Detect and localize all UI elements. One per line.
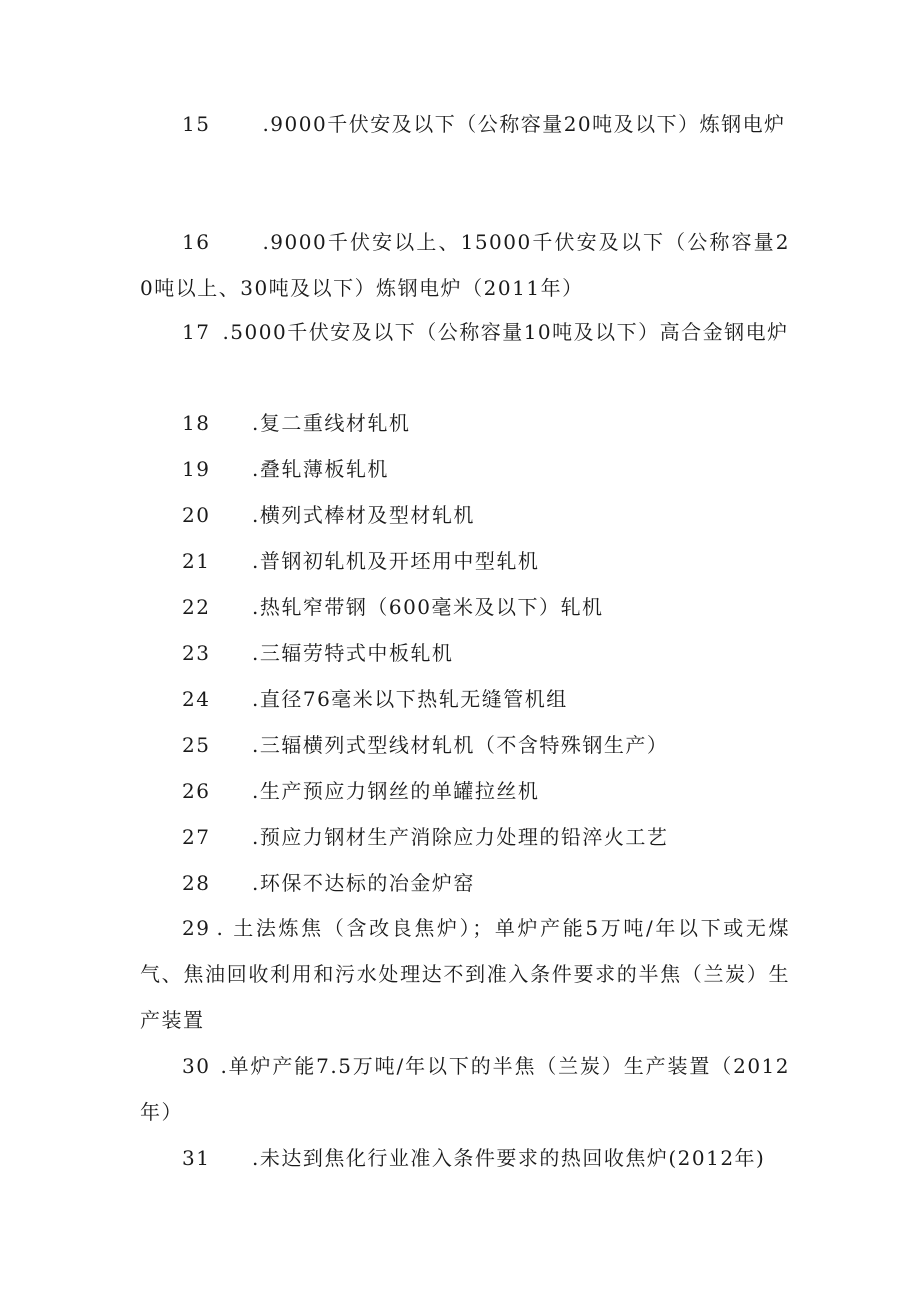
list-item-22	[140, 584, 785, 630]
item-number: 17	[182, 320, 211, 344]
item-text: . 土法炼焦（含改良焦炉）；单炉产能5万吨/年以下或无煤气、焦油回收利用和污水处理达不到准入条件要求的半焦（兰炭）生产装置	[140, 916, 790, 1032]
list-item-31	[140, 1135, 785, 1181]
list-item-19	[140, 446, 785, 492]
item-number: 24	[182, 687, 211, 711]
list-item-27	[140, 814, 785, 860]
item-number: 29	[182, 916, 211, 940]
item-number: 22	[182, 595, 211, 619]
item-text: .9000千伏安以上、15000千伏安及以下（公称容量20吨以上、30吨及以下）炼钢电炉（2011年）	[140, 230, 790, 300]
item-text: .5000千伏安及以下（公称容量10吨及以下）高合金钢电炉	[222, 320, 789, 344]
list-item-24	[140, 676, 785, 722]
item-number: 26	[182, 779, 211, 803]
item-number: 25	[182, 733, 211, 757]
list-item-25	[140, 722, 785, 768]
list-item-20	[140, 492, 785, 538]
item-text: .普钢初轧机及开坯用中型轧机	[252, 549, 540, 573]
item-text: .预应力钢材生产消除应力处理的铅淬火工艺	[252, 825, 669, 849]
item-text: .9000千伏安及以下（公称容量20吨及以下）炼钢电炉	[262, 112, 786, 136]
item-number: 19	[182, 457, 211, 481]
list-item-29	[140, 905, 790, 1043]
item-number: 23	[182, 641, 211, 665]
item-number: 21	[182, 549, 211, 573]
item-text: .生产预应力钢丝的单罐拉丝机	[252, 779, 540, 803]
item-number: 20	[182, 503, 211, 527]
item-text: .横列式棒材及型材轧机	[252, 503, 475, 527]
item-text: .三辐劳特式中板轧机	[252, 641, 454, 665]
item-number: 15	[182, 112, 211, 136]
list-item-26	[140, 768, 785, 814]
list-item-23	[140, 630, 785, 676]
list-item-15	[140, 101, 790, 147]
item-text: .未达到焦化行业准入条件要求的热回收焦炉(2012年)	[252, 1146, 766, 1170]
item-text: .叠轧薄板轧机	[252, 457, 389, 481]
item-text: .单炉产能7.5万吨/年以下的半焦（兰炭）生产装置（2012年）	[140, 1054, 790, 1124]
list-item-18	[140, 400, 785, 446]
item-number: 27	[182, 825, 211, 849]
item-number: 30	[182, 1054, 211, 1078]
item-text: .三辐横列式型线材轧机（不含特殊钢生产）	[252, 733, 669, 757]
list-item-30	[140, 1043, 790, 1135]
item-text: .热轧窄带钢（600毫米及以下）轧机	[252, 595, 604, 619]
list-item-21	[140, 538, 785, 584]
item-number: 31	[182, 1146, 211, 1170]
list-item-17	[140, 309, 790, 355]
item-text: .直径76毫米以下热轧无缝管机组	[252, 687, 568, 711]
item-text: .环保不达标的冶金炉窑	[252, 871, 475, 895]
list-item-16	[140, 219, 790, 311]
list-item-28	[140, 860, 785, 906]
item-number: 18	[182, 411, 211, 435]
item-number: 28	[182, 871, 211, 895]
item-number: 16	[182, 230, 211, 254]
item-text: .复二重线材轧机	[252, 411, 411, 435]
